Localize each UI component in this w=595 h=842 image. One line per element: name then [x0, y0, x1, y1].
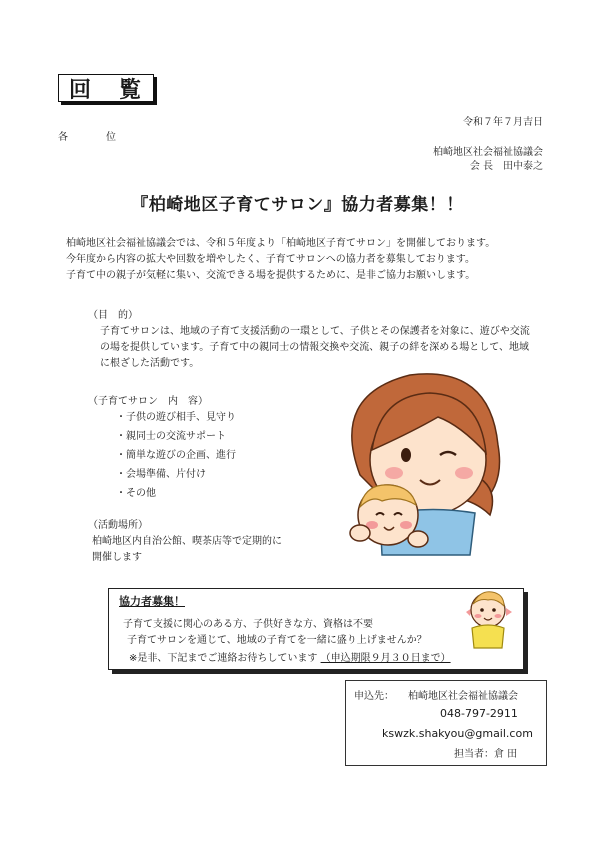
list-item: ・ その他 [116, 484, 236, 503]
intro-line: 今年度から内容の拡大や回数を増やしたく、子育てサロンへの協力者を募集しております。 [66, 254, 475, 265]
purpose-line: 子育てサロンは、地域の子育て支援活動の一環として、子供とその保護者を対象に、遊びや交流 [100, 326, 530, 337]
list-item: ・ 子供の遊び相手、見守り [116, 408, 236, 427]
purpose-line: の場を提供しています。子育て中の親同士の情報交換や交流、親子の絆を深める場として、地域 [100, 342, 529, 353]
recruit-note [129, 649, 451, 664]
venue-heading: （活動場所） [88, 520, 148, 531]
recruit-note-text: ※是非、下記までご連絡お待ちしています [129, 653, 318, 664]
recruit-line: 子育て支援に関心のある方、子供好きな方、資格は不要 [123, 619, 373, 630]
baby-illustration [458, 582, 518, 652]
purpose-heading: （目 的） [88, 310, 138, 321]
intro-paragraph [66, 236, 546, 284]
issue-date: 令和７年７月吉日 [463, 117, 543, 128]
recruit-deadline: （申込期限９月３０日まで） [320, 653, 451, 664]
recruit-heading: 協力者募集！ [119, 595, 185, 608]
contact-org: 柏崎地区社会福祉協議会 [408, 691, 518, 702]
purpose-line: に根ざした活動です。 [100, 358, 200, 369]
intro-line: 子育て中の親子が気軽に集い、交流できる場を提供するために、是非ご協力お願いします。 [66, 270, 476, 281]
venue-line: 開催します [92, 552, 142, 563]
contact-phone: 048-797-2911 [440, 707, 518, 720]
contact-email: kswzk.shakyou@gmail.com [382, 727, 533, 740]
recipient: 各 位 [58, 132, 130, 143]
sender-role: 会 長 田中泰之 [469, 161, 543, 172]
content-list [116, 408, 236, 503]
circulation-char-2: 覧 [118, 77, 143, 103]
recruit-line: 子育てサロンを通じて、地域の子育てを一緒に盛り上げませんか？ [127, 635, 427, 646]
page-title: 『柏崎地区子育てサロン』協力者募集！！ [131, 195, 464, 215]
intro-line: 柏崎地区社会福祉協議会では、令和５年度より「柏崎地区子育てサロン」を開催しております。 [66, 238, 496, 249]
sender-org: 柏崎地区社会福祉協議会 [433, 147, 543, 158]
contact-label: 申込先： [354, 691, 394, 702]
sender-block [433, 146, 543, 174]
circulation-mark [58, 74, 154, 102]
contact-box [345, 680, 547, 766]
list-item: ・ 親同士の交流サポート [116, 427, 236, 446]
venue-line: 柏崎地区内自治公館、喫茶店等で定期的に [92, 536, 282, 547]
list-item: ・ 簡単な遊びの企画、進行 [116, 446, 236, 465]
circulation-char-1: 回 [69, 77, 94, 103]
mother-baby-illustration [320, 355, 530, 555]
content-heading: （子育てサロン 内 容） [88, 396, 208, 407]
list-item: ・ 会場準備、片付け [116, 465, 236, 484]
contact-person: 担当者：倉 田 [454, 749, 518, 760]
venue-body [92, 534, 282, 566]
